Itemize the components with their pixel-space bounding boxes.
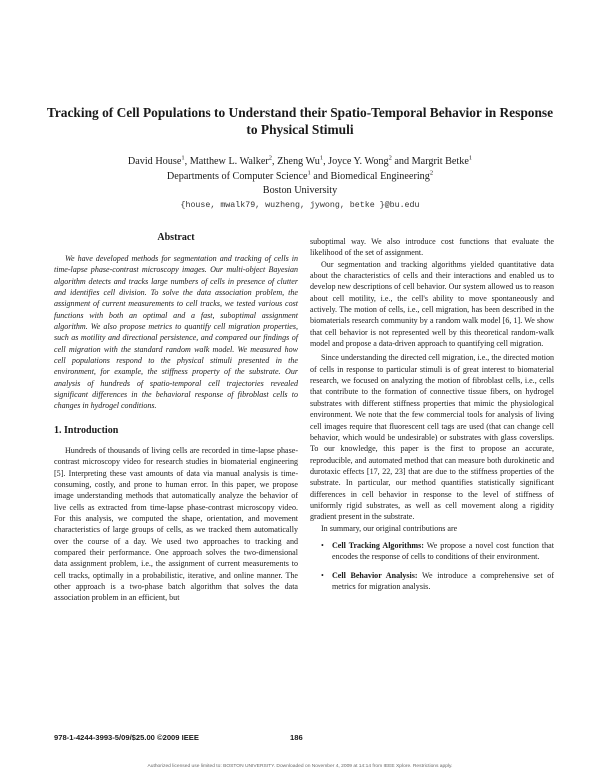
author-name: Joyce Y. Wong bbox=[328, 156, 389, 167]
affiliation-sup: 1 bbox=[181, 154, 185, 162]
separator: , bbox=[323, 156, 329, 167]
author-block bbox=[40, 155, 560, 213]
contribution-text: We introduce a comprehensive set of metrics for migration analysis. bbox=[332, 570, 555, 591]
left-column bbox=[54, 232, 298, 604]
contribution-label: Cell Tracking Algorithms: bbox=[332, 540, 424, 550]
paper-title: Tracking of Cell Populations to Understand their Spatio-Temporal Behavior in Response to Physical Stimuli bbox=[46, 105, 554, 137]
affiliation-line bbox=[40, 170, 560, 185]
contribution-text: We propose a novel cost function that encodes the response of cells to conditions of their environment. bbox=[332, 540, 554, 562]
license-notice: Authorized licensed use limited to: BOSTON UNIVERSITY. Downloaded on November 4, 2009 at 14:14 from IEEE Xplore. Restrictions apply. bbox=[147, 764, 453, 769]
intro-paragraph: Our segmentation and tracking algorithms yielded quantitative data about the characteristics of cells and their interactions and enabled us to develop new descriptions of cell behavior. Our system allowed us to reason about cell motility, i.e., the cell's ability to move spontaneously and actively. The motion of cells, i.e., cell migration, has been described in the biomaterials research community by a random walk model [6, 1]. We show that cell behavior is not represented well by this theoretical random-walk model and propose a data-driven approach to quantifying cell migration. bbox=[310, 259, 554, 349]
contribution-label: Cell Behavior Analysis: bbox=[332, 570, 418, 580]
department-text: and Biomedical Engineering bbox=[310, 170, 430, 182]
list-item bbox=[310, 570, 554, 593]
author-name: Margrit Betke bbox=[411, 156, 469, 167]
intro-paragraph: In summary, our original contributions are bbox=[321, 523, 458, 533]
bullet-icon: • bbox=[321, 570, 324, 580]
department-text: Departments of Computer Science bbox=[166, 170, 308, 182]
affiliation-sup: 2 bbox=[429, 169, 434, 177]
separator: , bbox=[184, 156, 190, 167]
affiliation-sup: 2 bbox=[268, 154, 273, 162]
affiliation-sup: 2 bbox=[388, 154, 392, 162]
author-names bbox=[40, 155, 560, 170]
bullet-icon: • bbox=[321, 540, 324, 550]
separator: , bbox=[272, 156, 278, 167]
author-name: Matthew L. Walker bbox=[189, 156, 269, 167]
right-column bbox=[310, 236, 554, 599]
intro-paragraph: Since understanding the directed cell migration, i.e., the directed motion of cells in response to particular stimuli is of great interest to biomaterial research, we focused on analyzing the motion of fibroblast cells, i.e., cells that contribute to the formation of connective tissue fibers, on hydrogel substrates with different stiffness properties that mimic the physiological environment. We note that the few commercial tools for analysis of living cell images require that fluorescent cell tags are used (that can change cell behavior, which would be undesirable) or substrates with glass coverslips. To our knowledge, this paper is the first to propose an accurate, reproducible, and automated method that can measure both durokinetic and durotaxic effects [17, 22, 23] that are due to the stiffness properties of the substrate. In particular, our method quantifies statistically significant differences in cell behavior in response to the level of stiffness of uniformly rigid substrates, as well as cell movement along a rigidity gradient present in the substrate. bbox=[310, 353, 554, 522]
list-item bbox=[310, 540, 554, 563]
contributions-list bbox=[310, 540, 554, 592]
abstract-text: We have developed methods for segmentation and tracking of cells in time-lapse phase-contrast microscopy images. Our multi-object Bayesian algorithm detects and tracks large numbers of cells in presence of clutter and identifies cell division. To solve the data association problem, the assignment of current measurements to cell tracks, we tested various cost functions with both an optimal and a fast, suboptimal assignment algorithm. We also propose metrics to quantify cell migration properties, such as motility and directional persistence, and compared our findings of cell migration with the standard random walk model. We measured how cell populations respond to the physical stimuli presented in the environment, for example, the stiffness property of the substrate. Our analysis of hundreds of spatio-temporal cell trajectories revealed significant differences in the behavioral response of fibroblast cells to changes in hydrogel conditions. bbox=[54, 254, 298, 411]
affiliation-sup: 1 bbox=[319, 154, 324, 162]
author-name: Zheng Wu bbox=[277, 156, 320, 167]
intro-paragraph: Hundreds of thousands of living cells are recorded in time-lapse phase-contrast microscopy video for research studies in biomaterial engineering [5]. Interpreting these vast amounts of data via manual analysis is time-consuming, costly, and prone to human error. In this paper, we propose image understanding methods that automatically analyze the behavior of live cells as extracted from time-lapse phase-contrast microscopy video. For this analysis, we computed the shape, orientation, and movement characteristics of large groups of cells, as we tracked them automatically over the course of a day. We used two approaches to tracking and compared their performance. One approach solves the two-dimensional data assignment problem, i.e., the assignment of current measurements to cell tracks, optimally in a probabilistic, iterative, and online manner. The other approach is a two-phase batch algorithm that solves the data association problem in an efficient, but bbox=[54, 445, 298, 603]
university: Boston University bbox=[262, 185, 338, 196]
intro-paragraph-continued: suboptimal way. We also introduce cost functions that evaluate the likelihood of the set of assignment. bbox=[310, 237, 554, 258]
author-emails: {house, mwalk79, wuzheng, jywong, betke }@bu.edu bbox=[180, 200, 420, 210]
separator: and bbox=[391, 156, 412, 167]
affiliation-sup: 1 bbox=[307, 169, 311, 177]
copyright-isbn: 978-1-4244-3993-5/09/$25.00 ©2009 IEEE bbox=[54, 733, 199, 742]
section-heading-introduction: 1. Introduction bbox=[54, 424, 119, 436]
page-number: 186 bbox=[290, 733, 303, 742]
abstract-heading: Abstract bbox=[157, 232, 195, 243]
affiliation-sup: 1 bbox=[468, 154, 473, 162]
author-name: David House bbox=[127, 156, 182, 167]
